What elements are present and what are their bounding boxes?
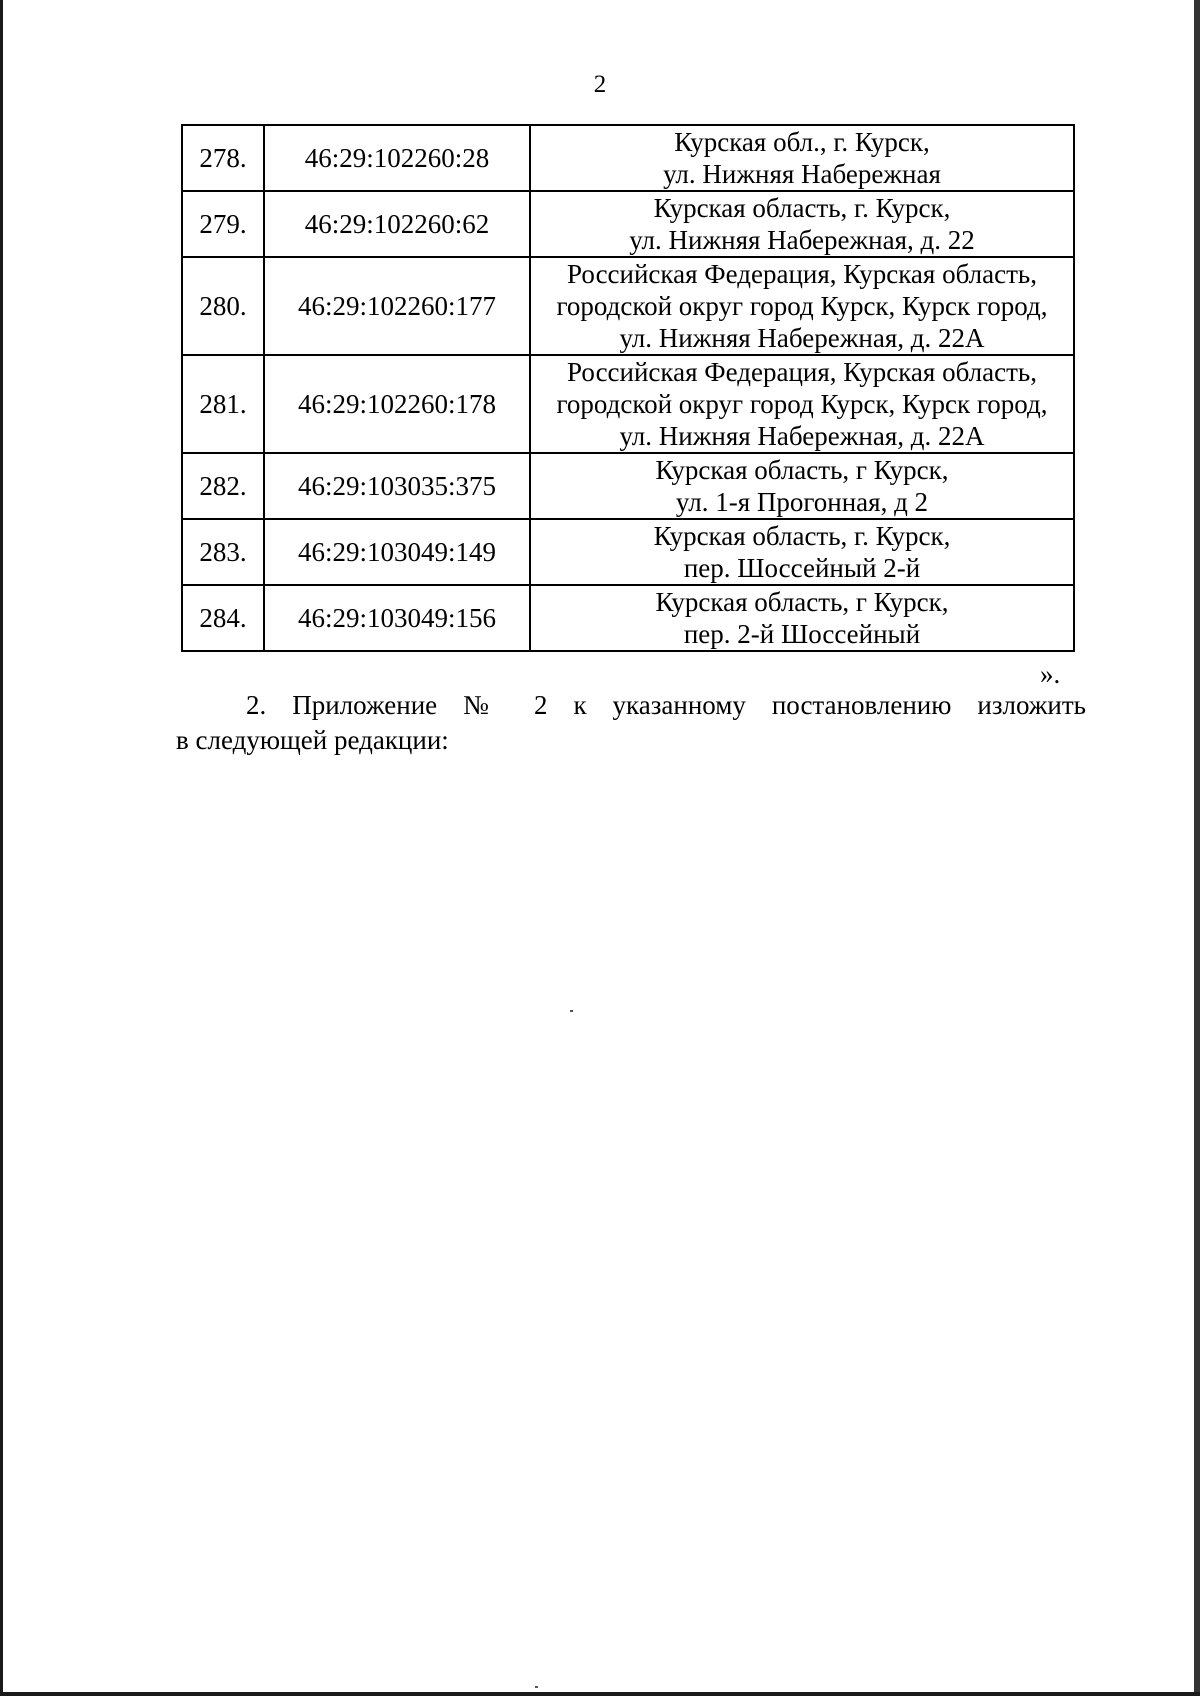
address-line: ул. Нижняя Набережная, д. 22А [619, 421, 985, 451]
land-plots-table [181, 124, 1075, 652]
address-line: Курская область, г Курск, [655, 455, 949, 485]
row-number-cell: 284. [182, 585, 264, 651]
table-row [182, 453, 1074, 519]
address-cell [530, 257, 1074, 355]
table-row [182, 519, 1074, 585]
table-body [182, 125, 1074, 651]
cadastral-number-cell: 46:29:103049:149 [264, 519, 530, 585]
paragraph-line-1: 2. Приложение № 2 к указанному постановлению изложить [246, 690, 1086, 720]
address-line: городской округ город Курск, Курск город, [556, 291, 1048, 321]
closing-quote: ». [1040, 659, 1061, 689]
table-row [182, 125, 1074, 191]
address-cell [530, 125, 1074, 191]
scan-edge-right [1194, 0, 1200, 1696]
scan-edge-left [0, 0, 3, 1696]
address-line: пер. Шоссейный 2-й [683, 553, 921, 583]
cadastral-number-cell: 46:29:102260:28 [264, 125, 530, 191]
address-line: Курская область, г. Курск, [653, 521, 951, 551]
scan-speck [535, 1686, 538, 1688]
cadastral-number-cell: 46:29:103035:375 [264, 453, 530, 519]
scan-edge-bottom [0, 1692, 1200, 1696]
table-row [182, 257, 1074, 355]
address-line: Курская область, г. Курск, [653, 193, 951, 223]
table-row [182, 191, 1074, 257]
address-line: Курская область, г Курск, [655, 587, 949, 617]
address-line: Российская Федерация, Курская область, [567, 259, 1037, 289]
address-line: ул. 1-я Прогонная, д 2 [675, 487, 929, 517]
address-line: Курская обл., г. Курск, [674, 127, 930, 157]
row-number-cell: 282. [182, 453, 264, 519]
table-row [182, 585, 1074, 651]
row-number-cell: 283. [182, 519, 264, 585]
cadastral-number-cell: 46:29:102260:62 [264, 191, 530, 257]
address-line: ул. Нижняя Набережная, д. 22 [629, 225, 975, 255]
address-cell [530, 519, 1074, 585]
address-line: городской округ город Курск, Курск город, [556, 389, 1048, 419]
paragraph-line-2: в следующей редакции: [176, 725, 449, 755]
address-line: ул. Нижняя Набережная, д. 22А [619, 323, 985, 353]
address-cell [530, 355, 1074, 453]
page-number: 2 [593, 71, 607, 98]
row-number-cell: 280. [182, 257, 264, 355]
address-line: ул. Нижняя Набережная [663, 159, 941, 189]
row-number-cell: 278. [182, 125, 264, 191]
address-line: Российская Федерация, Курская область, [567, 357, 1037, 387]
amendment-paragraph [176, 688, 1086, 758]
cadastral-number-cell: 46:29:102260:177 [264, 257, 530, 355]
row-number-cell: 279. [182, 191, 264, 257]
cadastral-number-cell: 46:29:103049:156 [264, 585, 530, 651]
address-cell [530, 585, 1074, 651]
row-number-cell: 281. [182, 355, 264, 453]
address-cell [530, 453, 1074, 519]
address-cell [530, 191, 1074, 257]
address-line: пер. 2-й Шоссейный [683, 619, 921, 649]
cadastral-number-cell: 46:29:102260:178 [264, 355, 530, 453]
scan-speck [570, 1010, 573, 1012]
table-row [182, 355, 1074, 453]
